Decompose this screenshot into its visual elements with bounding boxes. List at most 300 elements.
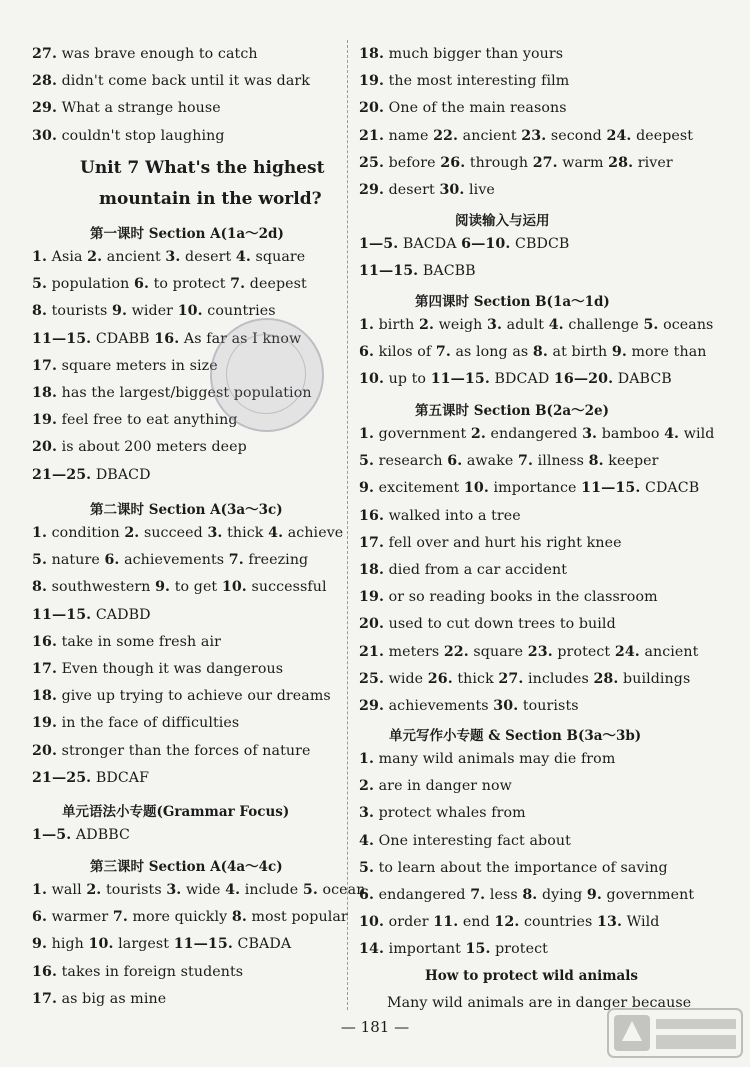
item-number: 26.: [427, 670, 453, 687]
section-heading-lesson3: 第三课时 Section A(4a～4c): [90, 859, 283, 875]
item-number: 27.: [498, 670, 524, 687]
item-number: 6.: [359, 887, 375, 903]
item-number: 1—5.: [359, 236, 399, 252]
answer-line: [32, 303, 276, 319]
answer-line: [32, 249, 305, 265]
answer-text: population: [47, 276, 134, 293]
item-number: 24.: [606, 127, 632, 144]
item-number: 25.: [359, 154, 384, 171]
answer-line: [32, 525, 343, 541]
answer-text: feel free to eat anything: [56, 412, 238, 429]
answer-text: most popular: [246, 909, 348, 926]
item-number: 30.: [439, 182, 465, 198]
answer-line: [359, 344, 707, 360]
answer-text: meters: [383, 643, 444, 660]
answer-text: Wild: [621, 914, 660, 931]
answer-text: deepest: [631, 127, 694, 144]
item-number: 1.: [32, 525, 48, 541]
answer-text: couldn't stop laughing: [56, 127, 225, 144]
answer-text: BACDA: [398, 236, 462, 252]
item-number: 19.: [32, 412, 57, 429]
item-number: 6.: [134, 276, 150, 293]
item-number: 2.: [470, 426, 486, 442]
answer-text: before: [383, 154, 441, 171]
answer-text: excitement: [374, 480, 464, 497]
answer-text: includes: [523, 670, 594, 687]
item-number: 21—25.: [32, 466, 92, 483]
item-number: 11—15.: [359, 263, 419, 280]
answer-text: ancient: [102, 249, 166, 265]
item-number: 17.: [32, 990, 57, 1007]
answer-text: achievements: [383, 698, 494, 714]
answer-line: [359, 46, 563, 62]
answer-text: keeper: [603, 453, 659, 470]
answer-text: has the largest/biggest population: [56, 385, 312, 401]
answer-text: oceans: [658, 317, 714, 333]
answer-line: [32, 358, 218, 374]
answer-line: [359, 698, 579, 714]
answer-text: challenge: [563, 317, 644, 333]
item-number: 29.: [359, 698, 384, 714]
item-number: 8.: [231, 909, 247, 926]
answer-text: ADBBC: [71, 827, 130, 843]
answer-line: [32, 73, 310, 89]
answer-text: much bigger than yours: [383, 46, 564, 62]
answer-text: countries: [519, 914, 597, 931]
item-number: 28.: [32, 73, 57, 90]
answer-text: walked into a tree: [383, 507, 521, 524]
item-number: 9.: [586, 887, 602, 903]
item-number: 4.: [359, 832, 375, 849]
item-number: 7.: [435, 344, 451, 361]
answer-text: square meters in size: [56, 357, 218, 374]
answer-text: thick: [222, 525, 269, 541]
answer-text: DBACD: [91, 466, 151, 483]
answer-text: warm: [557, 154, 609, 171]
answer-line: [359, 644, 698, 660]
answer-line: [32, 128, 225, 144]
answer-line: [359, 371, 672, 387]
answer-text: CADBD: [91, 606, 151, 623]
answer-text: many wild animals may die from: [374, 751, 616, 767]
item-number: 2.: [86, 882, 102, 898]
item-number: 8.: [522, 887, 538, 903]
answer-line: [359, 616, 616, 632]
answer-text: to protect: [149, 276, 231, 293]
item-number: 1.: [32, 249, 48, 265]
answer-text: ancient: [458, 127, 522, 144]
answer-text: ocean: [317, 882, 366, 898]
answer-text: less: [485, 887, 523, 903]
item-number: 1.: [359, 426, 375, 442]
item-number: 8.: [532, 344, 548, 361]
answer-line: [359, 426, 714, 442]
item-number: 2.: [418, 317, 434, 333]
item-number: 2.: [87, 249, 103, 265]
item-number: 21.: [359, 643, 384, 660]
answer-text: One interesting fact about: [374, 832, 571, 849]
item-number: 6.: [32, 909, 48, 926]
answer-text: largest: [113, 936, 174, 953]
item-number: 20.: [32, 742, 57, 759]
item-number: 22.: [433, 127, 459, 144]
answer-text: used to cut down trees to build: [383, 616, 616, 633]
item-number: 8.: [32, 579, 48, 596]
answer-line: [359, 751, 615, 767]
answer-text: protect: [552, 643, 615, 660]
answer-text: CBDCB: [510, 236, 570, 252]
answer-line: [32, 770, 149, 786]
answer-text: second: [546, 127, 607, 144]
answer-text: is about 200 meters deep: [56, 439, 247, 456]
item-number: 26.: [440, 154, 466, 171]
answer-text: dying: [537, 887, 587, 903]
answer-text: to get: [170, 579, 222, 596]
item-number: 5.: [32, 276, 48, 293]
answer-text: tourists: [518, 698, 579, 714]
answer-text: CDACB: [640, 480, 700, 497]
answer-text: through: [465, 154, 533, 171]
item-number: 30.: [32, 127, 57, 144]
answer-line: [32, 579, 327, 595]
item-number: 10.: [177, 303, 203, 320]
answer-text: as long as: [450, 344, 533, 361]
answer-text: government: [601, 887, 695, 903]
item-number: 11—15.: [173, 936, 233, 953]
answer-text: river: [633, 154, 673, 171]
item-number: 11—15.: [32, 606, 92, 623]
item-number: 9.: [611, 344, 627, 361]
answer-line: [32, 412, 238, 428]
item-number: 1.: [359, 751, 375, 767]
item-number: 15.: [465, 941, 491, 958]
answer-text: buildings: [618, 670, 691, 687]
answer-line: [359, 155, 673, 171]
unit-title-line2: mountain in the world?: [99, 189, 322, 209]
answer-line: [32, 46, 258, 62]
item-number: 17.: [359, 534, 384, 551]
answer-line: [32, 964, 243, 980]
answer-text: achieve: [283, 525, 344, 541]
answer-text: fell over and hurt his right knee: [383, 534, 622, 551]
answer-text: takes in foreign students: [56, 963, 244, 980]
item-number: 6.: [447, 453, 463, 470]
item-number: 25.: [359, 670, 384, 687]
answer-text: desert: [383, 182, 440, 198]
answer-line: [359, 589, 658, 605]
answer-line: [32, 688, 331, 704]
answer-line: [359, 182, 495, 198]
answer-text: stronger than the forces of nature: [56, 742, 311, 759]
item-number: 4.: [235, 249, 251, 265]
answer-text: What a strange house: [56, 100, 221, 117]
section-heading-reading: 阅读输入与运用: [455, 213, 550, 229]
answer-text: BDCAD: [489, 371, 554, 388]
answer-line: [32, 882, 365, 898]
answer-text: wide: [181, 882, 226, 898]
item-number: 3.: [207, 525, 223, 541]
item-number: 16.: [32, 963, 57, 980]
item-number: 18.: [359, 562, 384, 578]
answer-text: countries: [202, 303, 276, 320]
item-number: 16.: [154, 330, 180, 347]
answer-text: thick: [452, 670, 499, 687]
item-number: 5.: [359, 859, 375, 876]
answer-line: [32, 467, 151, 483]
item-number: 5.: [643, 317, 659, 333]
answer-text: As far as I know: [179, 330, 302, 347]
item-number: 17.: [32, 661, 57, 677]
answer-text: was brave enough to catch: [56, 46, 258, 62]
item-number: 23.: [521, 127, 547, 144]
answer-line: [32, 439, 247, 455]
answer-line: [32, 607, 151, 623]
answer-text: Even though it was dangerous: [56, 661, 284, 677]
answer-text: desert: [180, 249, 236, 265]
item-number: 23.: [527, 643, 553, 660]
item-number: 16—20.: [553, 371, 614, 388]
answer-text: importance: [488, 480, 582, 497]
essay-title: How to protect wild animals: [425, 968, 639, 984]
answer-line: [359, 263, 476, 279]
answer-text: government: [374, 426, 471, 442]
answer-line: [359, 805, 526, 821]
answer-text: CDABB: [91, 330, 155, 347]
answer-text: CBADA: [232, 936, 292, 953]
answer-line: [359, 535, 622, 551]
answer-line: [359, 562, 567, 578]
item-number: 12.: [494, 914, 520, 931]
answer-line: [359, 860, 668, 876]
answer-text: awake: [462, 453, 519, 470]
answer-line: [32, 634, 221, 650]
answer-line: [359, 128, 693, 144]
item-number: 3.: [487, 317, 503, 333]
item-number: 8.: [32, 303, 48, 320]
item-number: 9.: [112, 303, 128, 320]
answer-text: BDCAF: [91, 769, 150, 786]
answer-text: give up trying to achieve our dreams: [56, 688, 331, 705]
item-number: 16.: [32, 633, 57, 650]
answer-text: more quickly: [127, 909, 232, 926]
item-number: 9.: [155, 579, 171, 596]
answer-line: [32, 276, 307, 292]
answer-text: as big as mine: [56, 990, 167, 1007]
answer-text: wild: [679, 426, 715, 442]
item-number: 28.: [608, 154, 634, 171]
answer-text: nature: [47, 552, 105, 569]
item-number: 5.: [359, 453, 375, 470]
answer-text: BACBB: [418, 263, 476, 280]
item-number: 3.: [359, 805, 375, 822]
item-number: 10.: [359, 914, 384, 931]
item-number: 6.: [359, 344, 375, 361]
item-number: 5.: [32, 552, 48, 569]
item-number: 18.: [32, 688, 57, 705]
item-number: 3.: [166, 882, 182, 898]
answer-text: birth: [374, 317, 419, 333]
answer-text: protect whales from: [374, 805, 526, 822]
answer-text: Asia: [47, 249, 88, 265]
answer-line: [32, 100, 221, 116]
stamp-inner-ring: [226, 334, 306, 414]
answer-line: [32, 661, 283, 677]
item-number: 16.: [359, 507, 384, 524]
answer-text: up to: [383, 371, 431, 388]
item-number: 2.: [124, 525, 140, 541]
answer-text: to learn about the importance of saving: [374, 859, 668, 876]
answer-text: DABCB: [613, 371, 672, 388]
answer-text: at birth: [547, 344, 612, 361]
item-number: 8.: [588, 453, 604, 470]
item-number: 19.: [359, 589, 384, 606]
answer-text: or so reading books in the classroom: [383, 589, 658, 606]
item-number: 13.: [597, 914, 622, 931]
answer-text: warmer: [47, 909, 113, 926]
answer-text: live: [464, 182, 495, 198]
item-number: 30.: [493, 698, 519, 714]
answer-line: [32, 715, 239, 731]
answer-text: One of the main reasons: [383, 100, 567, 117]
item-number: 7.: [230, 276, 246, 293]
answer-text: died from a car accident: [383, 562, 568, 578]
answer-text: illness: [533, 453, 589, 470]
item-number: 19.: [32, 715, 57, 732]
answer-line: [32, 909, 348, 925]
answer-text: the most interesting film: [383, 73, 570, 90]
answer-text: bamboo: [597, 426, 665, 442]
item-number: 14.: [359, 941, 384, 958]
answer-line: [359, 887, 694, 903]
answer-line: [359, 317, 713, 333]
item-number: 20.: [359, 616, 384, 633]
item-number: 27.: [532, 154, 558, 171]
answer-text: square: [468, 643, 528, 660]
item-number: 29.: [32, 100, 57, 117]
answer-text: achievements: [119, 552, 229, 569]
answer-line: [359, 73, 569, 89]
item-number: 7.: [228, 552, 244, 569]
answer-text: tourists: [47, 303, 112, 320]
item-number: 20.: [359, 100, 384, 117]
answer-text: protect: [490, 941, 548, 958]
answer-line: [32, 552, 308, 568]
answer-line: [32, 827, 130, 843]
answer-text: are in danger now: [374, 778, 512, 795]
essay-first-line: Many wild animals are in danger because: [387, 995, 692, 1011]
item-number: 4.: [664, 426, 680, 442]
answer-text: take in some fresh air: [56, 633, 221, 650]
section-heading-writing: 单元写作小专题 & Section B(3a～3b): [389, 728, 642, 744]
answer-line: [359, 833, 571, 849]
item-number: 7.: [112, 909, 128, 926]
section-heading-lesson1: 第一课时 Section A(1a～2d): [90, 226, 284, 242]
item-number: 20.: [32, 439, 57, 456]
item-number: 22.: [443, 643, 469, 660]
item-number: 11.: [433, 914, 459, 931]
section-heading-lesson4: 第四课时 Section B(1a～1d): [415, 294, 610, 310]
answer-line: [359, 453, 659, 469]
answer-text: end: [458, 914, 495, 931]
item-number: 7.: [470, 887, 486, 903]
item-number: 3.: [165, 249, 181, 265]
answer-text: wider: [127, 303, 178, 320]
item-number: 10.: [463, 480, 489, 497]
section-heading-lesson2: 第二课时 Section A(3a～3c): [90, 502, 283, 518]
item-number: 5.: [302, 882, 318, 898]
item-number: 4.: [548, 317, 564, 333]
answer-line: [359, 100, 567, 116]
unit-title-line1: Unit 7 What's the highest: [80, 158, 325, 178]
item-number: 10.: [221, 579, 247, 596]
answer-text: wide: [383, 670, 428, 687]
answer-text: ancient: [639, 643, 699, 660]
answer-text: wall: [47, 882, 87, 898]
item-number: 24.: [614, 643, 640, 660]
answer-text: successful: [246, 579, 327, 596]
answer-text: kilos of: [374, 344, 436, 361]
item-number: 27.: [32, 46, 57, 62]
answer-line: [359, 671, 690, 687]
answer-text: name: [383, 127, 434, 144]
item-number: 19.: [359, 73, 384, 90]
answer-line: [359, 480, 699, 496]
item-number: 10.: [359, 371, 384, 388]
item-number: 11—15.: [581, 480, 641, 497]
item-number: 17.: [32, 357, 57, 374]
item-number: 28.: [593, 670, 619, 687]
item-number: 9.: [32, 936, 48, 953]
item-number: 9.: [359, 480, 375, 497]
answer-text: include: [240, 882, 303, 898]
item-number: 11—15.: [430, 371, 490, 388]
item-number: 18.: [359, 46, 384, 62]
section-heading-grammar: 单元语法小专题(Grammar Focus): [62, 804, 290, 820]
answer-text: didn't come back until it was dark: [56, 73, 311, 90]
item-number: 29.: [359, 182, 384, 198]
item-number: 10.: [88, 936, 114, 953]
answer-text: important: [383, 941, 466, 958]
answer-text: weigh: [434, 317, 488, 333]
answer-text: in the face of difficulties: [56, 715, 240, 732]
answer-text: freezing: [243, 552, 309, 569]
answer-line: [32, 936, 291, 952]
item-number: 6—10.: [461, 236, 511, 252]
answer-line: [359, 508, 521, 524]
answer-line: [32, 743, 311, 759]
section-heading-lesson5: 第五课时 Section B(2a～2e): [415, 403, 609, 419]
answer-line: [359, 914, 659, 930]
item-number: 4.: [225, 882, 241, 898]
answer-text: condition: [47, 525, 125, 541]
item-number: 2.: [359, 778, 375, 795]
answer-text: adult: [502, 317, 549, 333]
answer-line: [32, 991, 166, 1007]
item-number: 1.: [32, 882, 48, 898]
item-number: 4.: [268, 525, 284, 541]
answer-text: square: [250, 249, 306, 265]
answer-text: southwestern: [47, 579, 156, 596]
answer-line: [359, 236, 569, 252]
item-number: 21—25.: [32, 769, 92, 786]
item-number: 11—15.: [32, 330, 92, 347]
page-number: — 181 —: [340, 1018, 410, 1036]
answer-text: high: [47, 936, 89, 953]
item-number: 1.: [359, 317, 375, 333]
answer-line: [359, 778, 512, 794]
answer-text: more than: [626, 344, 707, 361]
answer-text: research: [374, 453, 448, 470]
